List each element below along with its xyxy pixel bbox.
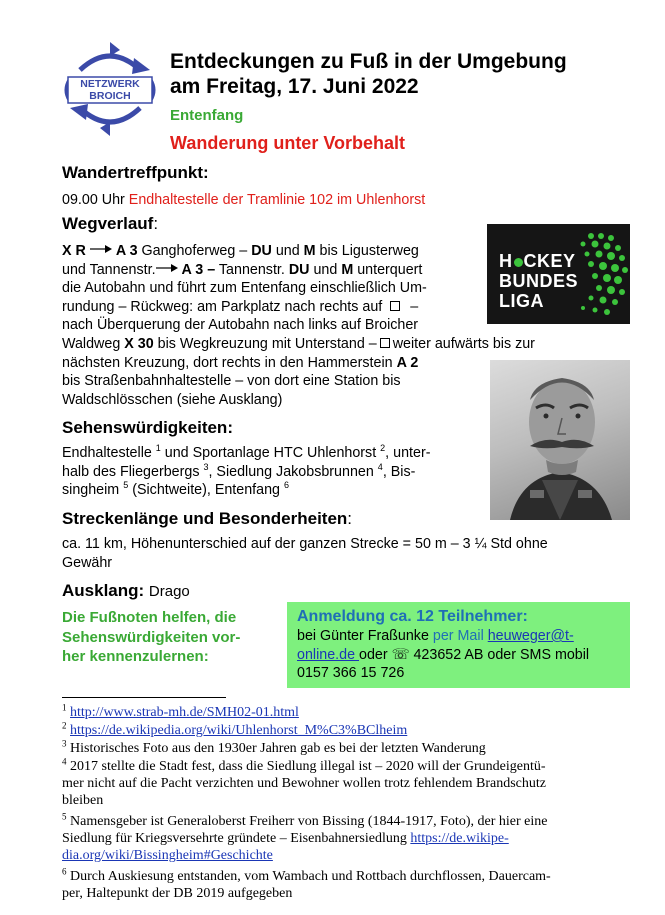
registration-bei: bei Günter Fraßunke — [297, 628, 433, 644]
phone-icon: ☏ — [391, 646, 410, 663]
route-line-6 — [62, 335, 535, 354]
registration-text — [297, 627, 620, 683]
footnote-5-line-2 — [62, 830, 622, 847]
waymark-square-icon — [390, 301, 400, 311]
registration-oder: oder — [359, 646, 392, 663]
distance-line-1: ca. 11 km, Höhenunterschied auf der ganzen Strecke = 50 m – 3 ¼ Std ohne — [62, 536, 548, 552]
footnote-6-line-1 — [62, 868, 622, 885]
notice-label: Wanderung unter Vorbehalt — [170, 133, 406, 153]
distance-line-2: Gewähr — [62, 554, 113, 571]
sights-p6: , Bis- — [382, 463, 416, 480]
netzwerk-broich-logo — [60, 40, 160, 138]
route-line-4 — [62, 298, 502, 317]
sights-ref-4: 4 — [377, 461, 383, 472]
footnote-5-link-cont[interactable]: dia.org/wiki/Bissingheim#Geschichte — [62, 848, 273, 863]
distance-heading-colon: : — [347, 509, 353, 528]
route-heading-text: Wegverlauf — [62, 214, 154, 233]
route-x30: X 30 — [124, 335, 154, 352]
route-line-9: Waldschlösschen (siehe Ausklang) — [62, 391, 283, 408]
footnote-5 — [62, 813, 622, 864]
route-weiter: weiter aufwärts bis zur — [392, 335, 535, 352]
registration-per-mail: per Mail — [432, 628, 488, 644]
sights-line-1 — [62, 444, 482, 463]
distance-heading-text: Streckenlänge und Besonderheiten — [62, 509, 348, 528]
finale-label: Ausklang: — [62, 581, 145, 600]
waymark-square-icon — [380, 338, 390, 348]
hockey-line-3: LIGA — [499, 291, 544, 311]
footnote-6-num: 6 — [62, 866, 67, 877]
footnote-5-line-3 — [62, 847, 622, 864]
footnote-1 — [62, 704, 622, 721]
footnote-3 — [62, 740, 622, 757]
distance-text — [62, 535, 632, 572]
meeting-place: Endhaltestelle der Tramlinie 102 im Uhlenhorst — [128, 192, 426, 208]
meeting-time: 09.00 Uhr — [62, 192, 125, 208]
footnote-divider — [62, 697, 226, 698]
route-tannen: Tannenstr. — [215, 261, 289, 278]
footnote-4-line-3: bleiben — [62, 793, 104, 808]
sights-p8: (Sichtweite), Entenfang — [128, 482, 284, 499]
footnote-5-num: 5 — [62, 811, 67, 822]
route-a3: A 3 — [115, 243, 138, 259]
footnote-2 — [62, 722, 622, 739]
meeting-heading: Wandertreffpunkt: — [62, 163, 209, 182]
footnote-1-num: 1 — [62, 702, 67, 713]
sights-ref-5: 5 — [123, 480, 129, 491]
route-line-8: bis Straßenbahnhaltestelle – von dort eine Station bis — [62, 373, 401, 390]
hockey-line-1 — [499, 251, 578, 271]
destination-label: Entenfang — [170, 107, 244, 124]
footnote-4-line-2: mer nicht auf die Pacht verzichten und Bewohner wollen trotz fehlendem Brandschutz — [62, 776, 546, 791]
route-bis-weg: bis Wegkreuzung mit Unterstand – — [153, 335, 377, 352]
meeting-details — [62, 191, 425, 210]
route-line-5: nach Überquerung der Autobahn nach links auf Broicher — [62, 317, 419, 334]
route-waldweg: Waldweg — [62, 335, 125, 352]
arrow-right-icon — [90, 244, 112, 254]
hockey-line-2: BUNDES — [499, 271, 579, 291]
route-ganghofer: Ganghoferweg – — [137, 243, 252, 259]
sights-ref-2: 2 — [380, 443, 386, 454]
title-line-2: am Freitag, 17. Juni 2022 — [170, 75, 419, 98]
sights-p4: halb des Fliegerbergs — [62, 463, 204, 480]
portrait-photo-bissing — [490, 360, 630, 520]
route-line-7 — [62, 354, 502, 373]
route-und-tann: und Tannenstr. — [62, 261, 156, 278]
route-du2: DU — [288, 261, 310, 278]
route-line-2 — [62, 261, 502, 280]
footnote-hint-line-3: her kennenzulernen: — [62, 648, 209, 665]
arrow-right-icon — [156, 263, 178, 273]
footnote-hint — [62, 608, 240, 667]
footnote-4-num: 4 — [62, 756, 67, 767]
route-line-1 — [62, 242, 502, 261]
title-line-1: Entdeckungen zu Fuß in der Umgebung — [170, 50, 567, 73]
footnote-hint-line-2: Sehenswürdigkeiten vor- — [62, 628, 241, 646]
sights-p7: singheim — [62, 482, 124, 499]
footnote-4-text: 2017 stellte die Stadt fest, dass die Siedlung illegal ist – 2020 will der Grundeigentü- — [66, 759, 546, 774]
distance-heading — [62, 509, 352, 529]
footnote-5-text-2: Siedlung für Kriegsversehrte gründete – Eisenbahnersiedlung — [62, 831, 411, 846]
route-m: M — [303, 243, 316, 259]
sights-p2: und Sportanlage HTC Uhlenhorst — [160, 445, 381, 461]
hockey-h: H — [499, 251, 513, 271]
route-kreuzung: nächsten Kreuzung, dort rechts in den Hammerstein — [62, 354, 397, 371]
sights-heading: Sehenswürdigkeiten: — [62, 418, 233, 437]
registration-phone: 423652 AB oder SMS mobil — [409, 646, 590, 663]
page-title — [170, 49, 640, 99]
logo-line-2: BROICH — [89, 90, 131, 102]
finale-value: Drago — [148, 583, 190, 600]
route-a2: A 2 — [396, 354, 419, 371]
registration-email-link[interactable]: heuweger@t- — [487, 628, 574, 644]
route-xr: X R — [62, 243, 86, 259]
route-und: und — [271, 243, 304, 259]
sights-p3: , unter- — [385, 445, 431, 461]
sights-p5: , Siedlung Jakobsbrunnen — [208, 463, 378, 480]
footnote-6 — [62, 868, 622, 902]
route-du: DU — [251, 243, 272, 259]
footnote-3-num: 3 — [62, 738, 67, 749]
route-dash: – — [410, 298, 419, 315]
footnote-5-text: Namensgeber ist Generaloberst Freiherr von Bissing (1844-1917, Foto), der hier eine — [66, 814, 548, 829]
hockey-ckey: CKEY — [523, 251, 576, 271]
sights-text — [62, 444, 482, 500]
registration-box — [287, 602, 630, 688]
footnote-4 — [62, 758, 622, 809]
registration-mobile: 0157 366 15 726 — [297, 665, 405, 682]
registration-email-link-cont[interactable]: online.de — [297, 646, 360, 663]
sights-p1: Endhaltestelle — [62, 445, 156, 461]
footnote-1-link[interactable]: http://www.strab-mh.de/SMH02-01.html — [70, 705, 299, 720]
hockey-bundesliga-logo — [487, 224, 630, 324]
footnote-6-line-2: per, Haltepunkt der DB 2019 aufgegeben — [62, 886, 293, 901]
sights-line-2 — [62, 463, 482, 482]
hockey-o-ball-icon — [514, 258, 523, 267]
route-line-3: die Autobahn und führt zum Entenfang einschließlich Um- — [62, 280, 427, 297]
footnote-5-line-1 — [62, 813, 622, 830]
footnote-2-num: 2 — [62, 720, 67, 731]
route-bis-ligu: bis Ligusterweg — [315, 243, 419, 259]
footnote-6-text: Durch Auskiesung entstanden, vom Wambach und Rottbach durchflossen, Dauercam- — [66, 869, 551, 884]
footnote-5-link[interactable]: https://de.wikipe- — [410, 831, 509, 846]
route-m2: M — [341, 261, 354, 278]
finale-line — [62, 581, 190, 601]
footnote-hint-line-1: Die Fußnoten helfen, die — [62, 609, 237, 626]
route-a3b: A 3 – — [181, 261, 216, 278]
route-rundung: rundung – Rückweg: am Parkplatz nach rechts auf — [62, 298, 383, 315]
sights-ref-6: 6 — [283, 480, 289, 491]
sights-ref-3: 3 — [203, 461, 209, 472]
registration-line-2 — [297, 646, 620, 665]
logo-line-1: NETZWERK — [80, 78, 140, 90]
route-heading-colon: : — [153, 214, 159, 233]
portrait-image — [490, 360, 630, 520]
route-heading — [62, 214, 158, 234]
route-unterquert: unterquert — [353, 261, 423, 278]
sights-ref-1: 1 — [155, 443, 161, 454]
footnote-4-line-1 — [62, 758, 622, 775]
registration-heading: Anmeldung ca. 12 Teilnehmer: — [297, 608, 528, 625]
sights-line-3 — [62, 481, 482, 500]
registration-line-1 — [297, 627, 620, 646]
footnote-2-link[interactable]: https://de.wikipedia.org/wiki/Uhlenhorst_M%C3%BClheim — [70, 723, 408, 738]
route-und2: und — [309, 261, 342, 278]
footnote-3-text: Historisches Foto aus den 1930er Jahren gab es bei der letzten Wanderung — [66, 741, 486, 756]
